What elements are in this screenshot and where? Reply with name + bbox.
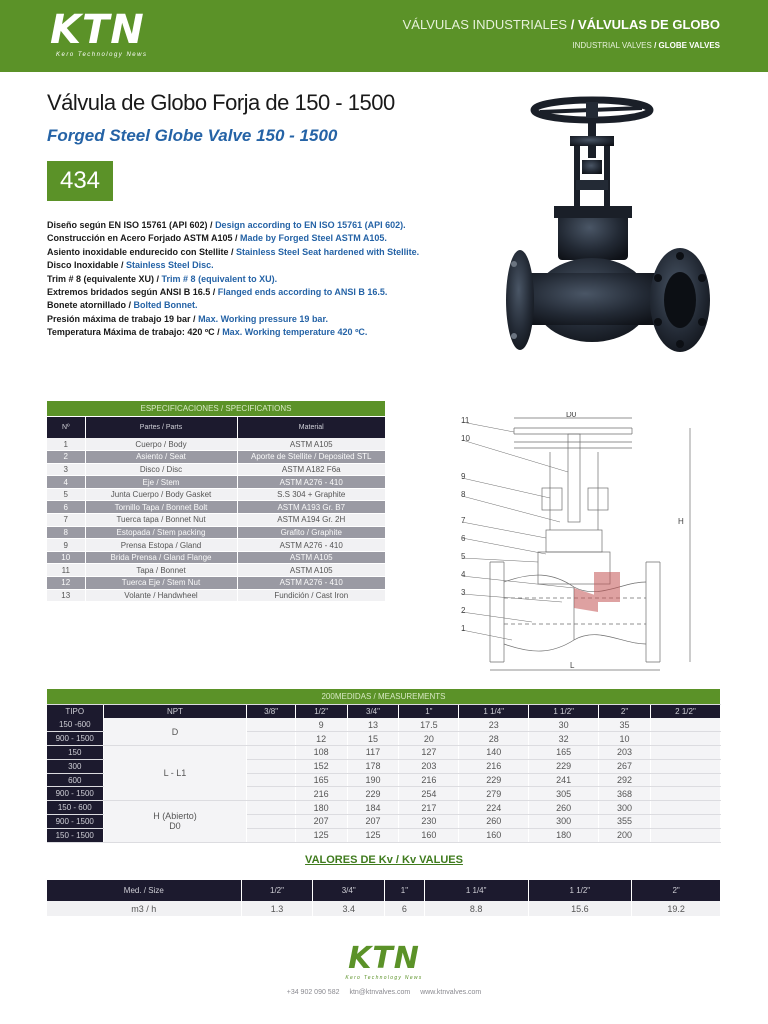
measurement-cell: 178 [347, 759, 399, 773]
measurement-cell [247, 801, 295, 815]
measurement-cell: 241 [529, 773, 599, 787]
measurement-cell: 184 [347, 801, 399, 815]
spec-cell: 12 [47, 577, 85, 590]
measurements-caption: 200MEDIDAS / MEASUREMENTS [47, 689, 721, 704]
measurement-cell: 23 [459, 718, 529, 732]
measurement-header-cell: 1 1/2" [529, 704, 599, 718]
spec-cell: Tapa / Bonnet [85, 564, 237, 577]
feature-es: Extremos bridados según ANSI B 16.5 / [47, 287, 218, 298]
drawing-label-4: 4 [461, 570, 466, 579]
feature-list [47, 219, 467, 340]
measurement-cell: 254 [399, 787, 459, 801]
measurement-cell: 305 [529, 787, 599, 801]
measurement-cell: 203 [399, 759, 459, 773]
kv-cell: 6 [385, 901, 425, 916]
spec-cell: ASTM A193 Gr. B7 [237, 501, 386, 514]
feature-line [47, 313, 467, 326]
spec-row [47, 514, 386, 527]
measurement-header-cell: 1/2" [295, 704, 347, 718]
measurement-cell: 217 [399, 801, 459, 815]
footer-logo [0, 943, 768, 981]
spec-cell: 7 [47, 514, 85, 527]
category-en-prefix: INDUSTRIAL VALVES [572, 41, 652, 50]
spec-row [47, 564, 386, 577]
measurement-group-label: D [103, 718, 247, 746]
measurement-cell: 180 [529, 828, 599, 842]
email-link[interactable]: ktn@ktnvalves.com [349, 989, 411, 996]
feature-es: Presión máxima de trabajo 19 bar / [47, 313, 199, 324]
measurement-group-label: L - L1 [103, 746, 247, 801]
measurement-cell [247, 773, 295, 787]
category-en-current: / GLOBE VALVES [654, 41, 720, 50]
drawing-label-8: 8 [461, 490, 466, 499]
spec-cell: Aporte de Stellite / Deposited STL [237, 451, 386, 464]
measurement-header-cell: NPT [103, 704, 247, 718]
feature-en: Stainless Steel Seat hardened with Stellite. [236, 246, 420, 257]
spec-cell: 9 [47, 539, 85, 552]
measurement-cell: 292 [599, 773, 651, 787]
measurement-cell: 230 [399, 815, 459, 829]
measurement-cell [247, 759, 295, 773]
measurement-cell: 300 [599, 801, 651, 815]
kv-header-cell: 2" [632, 880, 721, 901]
measurement-cell: 355 [599, 815, 651, 829]
measurement-type: 900 - 1500 [47, 815, 103, 829]
measurement-type: 300 [47, 759, 103, 773]
spec-cell: Tornillo Tapa / Bonnet Bolt [85, 501, 237, 514]
spec-cell: 1 [47, 438, 85, 451]
spec-cell: Eje / Stem [85, 476, 237, 489]
feature-en: Trim # 8 (equivalent to XU). [161, 273, 278, 284]
spec-caption: ESPECIFICACIONES / SPECIFICATIONS [47, 401, 386, 416]
spec-header-cell: Material [237, 416, 386, 438]
measurement-cell: 229 [347, 787, 399, 801]
feature-en: Max. Working temperature 420 ºC. [222, 327, 368, 338]
spec-cell: ASTM A105 [237, 438, 386, 451]
measurement-cell [247, 815, 295, 829]
measurement-cell: 260 [459, 815, 529, 829]
measurement-cell [247, 746, 295, 760]
measurement-cell: 13 [347, 718, 399, 732]
spec-cell: 3 [47, 463, 85, 476]
dimension-d0: D0 [566, 412, 577, 419]
spec-cell: ASTM A276 - 410 [237, 539, 386, 552]
spec-row [47, 589, 386, 602]
measurement-type: 150 - 1500 [47, 828, 103, 842]
spec-cell: 5 [47, 488, 85, 501]
spec-cell: ASTM A276 - 410 [237, 476, 386, 489]
drawing-label-11: 11 [461, 416, 470, 425]
spec-cell: Prensa Estopa / Gland [85, 539, 237, 552]
drawing-label-3: 3 [461, 588, 466, 597]
drawing-label-9: 9 [461, 472, 466, 481]
spec-cell: 10 [47, 551, 85, 564]
measurement-cell: 200 [599, 828, 651, 842]
spec-cell: ASTM A276 - 410 [237, 577, 386, 590]
measurement-cell: 224 [459, 801, 529, 815]
drawing-label-2: 2 [461, 606, 466, 615]
spec-row [47, 438, 386, 451]
spec-row [47, 501, 386, 514]
measurement-cell: 35 [599, 718, 651, 732]
measurement-type: 150 [47, 746, 103, 760]
kv-header-cell: Med. / Size [47, 880, 241, 901]
feature-line [47, 326, 467, 339]
spec-row [47, 539, 386, 552]
feature-line [47, 232, 467, 245]
measurement-header-cell: 1" [399, 704, 459, 718]
category-es-current: / VÁLVULAS DE GLOBO [570, 17, 720, 32]
measurement-cell: 108 [295, 746, 347, 760]
spec-row [47, 463, 386, 476]
measurement-cell: 20 [399, 732, 459, 746]
spec-cell: ASTM A194 Gr. 2H [237, 514, 386, 527]
drawing-label-5: 5 [461, 552, 466, 561]
spec-cell: 11 [47, 564, 85, 577]
kv-title: VALORES DE Kv / Kv VALUES [305, 854, 463, 866]
measurement-cell: 125 [347, 828, 399, 842]
feature-es: Bonete atornillado / [47, 300, 134, 311]
spec-cell: Grafito / Graphite [237, 526, 386, 539]
measurement-cell: 28 [459, 732, 529, 746]
feature-es: Asiento inoxidable endurecido con Stellite / [47, 246, 237, 257]
feature-es: Construcción en Acero Forjado ASTM A105 / [47, 233, 241, 244]
feature-es: Temperatura Máxima de trabajo: 420 ºC / [47, 327, 223, 338]
feature-line [47, 246, 467, 259]
spec-cell: ASTM A105 [237, 564, 386, 577]
valve-section-drawing [452, 412, 716, 678]
dimension-h: H [678, 517, 684, 526]
feature-line [47, 259, 467, 272]
ktn-logo [50, 7, 148, 58]
kv-cell: m3 / h [47, 901, 241, 916]
measurement-cell: 368 [599, 787, 651, 801]
kv-cell: 3.4 [313, 901, 385, 916]
spec-cell: Estopada / Stem packing [85, 526, 237, 539]
measurement-cell [650, 801, 720, 815]
feature-en: Made by Forged Steel ASTM A105. [240, 233, 387, 244]
spec-cell: Tuerca Eje / Stem Nut [85, 577, 237, 590]
feature-es: Disco Inoxidable / [47, 260, 127, 271]
measurement-cell: 160 [459, 828, 529, 842]
measurement-cell: 125 [295, 828, 347, 842]
measurement-cell: 267 [599, 759, 651, 773]
measurement-cell: 229 [529, 759, 599, 773]
spec-row [47, 577, 386, 590]
feature-en: Max. Working pressure 19 bar. [198, 313, 328, 324]
measurement-row [47, 746, 721, 760]
feature-es: Diseño según EN ISO 15761 (API 602) / [47, 220, 216, 230]
kv-cell: 19.2 [632, 901, 721, 916]
measurement-header-cell: 1 1/4" [459, 704, 529, 718]
measurement-cell: 140 [459, 746, 529, 760]
spec-cell: Asiento / Seat [85, 451, 237, 464]
measurement-cell: 160 [399, 828, 459, 842]
footer-logo-text: KTN [348, 941, 420, 976]
spec-cell: Tuerca tapa / Bonnet Nut [85, 514, 237, 527]
kv-header-cell: 1 1/4" [424, 880, 528, 901]
measurement-cell: 216 [399, 773, 459, 787]
measurement-cell: 260 [529, 801, 599, 815]
drawing-label-6: 6 [461, 534, 466, 543]
measurement-type: 900 - 1500 [47, 787, 103, 801]
spec-cell: Disco / Disc [85, 463, 237, 476]
page-title-es: Válvula de Globo Forja de 150 - 1500 [47, 90, 395, 115]
category-es-prefix: VÁLVULAS INDUSTRIALES [402, 17, 568, 32]
measurement-cell [247, 828, 295, 842]
measurement-cell: 279 [459, 787, 529, 801]
feature-line [47, 286, 467, 299]
kv-header-cell: 1" [385, 880, 425, 901]
measurement-row [47, 718, 721, 732]
logo-text: KTN [50, 7, 145, 53]
spec-header-cell: Partes / Parts [85, 416, 237, 438]
spec-cell: 4 [47, 476, 85, 489]
spec-row [47, 488, 386, 501]
measurement-cell [650, 732, 720, 746]
measurement-cell: 9 [295, 718, 347, 732]
measurement-header-cell: TIPO [47, 704, 103, 718]
spec-cell: 2 [47, 451, 85, 464]
spec-cell: Brida Prensa / Gland Flange [85, 551, 237, 564]
measurement-cell: 216 [459, 759, 529, 773]
spec-cell: Volante / Handwheel [85, 589, 237, 602]
contact-line [0, 989, 768, 996]
measurement-cell: 127 [399, 746, 459, 760]
measurement-cell: 300 [529, 815, 599, 829]
kv-header-cell: 1/2" [241, 880, 313, 901]
measurement-cell [650, 815, 720, 829]
measurement-cell [650, 828, 720, 842]
feature-line [47, 299, 467, 312]
measurement-cell: 12 [295, 732, 347, 746]
measurement-cell [650, 759, 720, 773]
feature-en: Design according to EN ISO 15761 (API 602). [215, 220, 406, 230]
feature-en: Stainless Steel Disc. [126, 260, 214, 271]
spec-header-cell: Nº [47, 416, 85, 438]
measurement-header-cell: 2" [599, 704, 651, 718]
measurement-group-label: H (Abierto) D0 [103, 801, 247, 842]
kv-cell: 15.6 [528, 901, 632, 916]
measurement-cell [247, 718, 295, 732]
measurement-cell: 165 [529, 746, 599, 760]
spec-cell: 13 [47, 589, 85, 602]
measurement-cell: 32 [529, 732, 599, 746]
kv-table [47, 880, 721, 916]
measurement-cell: 30 [529, 718, 599, 732]
measurement-cell: 207 [295, 815, 347, 829]
measurement-cell: 117 [347, 746, 399, 760]
feature-en: Flanged ends according to ANSI B 16.5. [217, 287, 388, 298]
spec-cell: Cuerpo / Body [85, 438, 237, 451]
drawing-label-1: 1 [461, 624, 466, 633]
feature-line [47, 273, 467, 286]
measurement-cell: 203 [599, 746, 651, 760]
measurement-type: 150 -600 [47, 718, 103, 732]
measurement-cell [247, 787, 295, 801]
logo-tagline: Kero Technology News [56, 52, 148, 58]
header-bar [0, 0, 768, 72]
drawing-label-7: 7 [461, 516, 466, 525]
footer-logo-tagline: Kero Technology News [345, 975, 423, 981]
kv-header-cell: 3/4" [313, 880, 385, 901]
measurement-cell: 229 [459, 773, 529, 787]
feature-line [47, 219, 467, 232]
spec-row [47, 551, 386, 564]
spec-cell: S.S 304 + Graphite [237, 488, 386, 501]
drawing-label-10: 10 [461, 434, 470, 443]
measurement-header-cell: 3/8" [247, 704, 295, 718]
globe-valve-photo [492, 88, 720, 378]
spec-cell: Fundición / Cast Iron [237, 589, 386, 602]
phone-number: +34 902 090 582 [286, 989, 340, 996]
measurement-cell [247, 732, 295, 746]
spec-row [47, 451, 386, 464]
measurement-header-cell: 3/4" [347, 704, 399, 718]
kv-cell: 8.8 [424, 901, 528, 916]
specifications-table [47, 401, 386, 602]
feature-en: Bolted Bonnet. [133, 300, 198, 311]
measurement-type: 900 - 1500 [47, 732, 103, 746]
measurement-type: 600 [47, 773, 103, 787]
measurement-cell: 152 [295, 759, 347, 773]
measurement-header-cell: 2 1/2" [650, 704, 720, 718]
page-title-en: Forged Steel Globe Valve 150 - 1500 [47, 126, 338, 145]
measurement-cell: 15 [347, 732, 399, 746]
spec-cell: ASTM A182 F6a [237, 463, 386, 476]
spec-row [47, 476, 386, 489]
spec-cell: Junta Cuerpo / Body Gasket [85, 488, 237, 501]
spec-cell: ASTM A105 [237, 551, 386, 564]
measurement-cell: 165 [295, 773, 347, 787]
category-es [403, 17, 720, 32]
spec-cell: 6 [47, 501, 85, 514]
measurement-type: 150 - 600 [47, 801, 103, 815]
kv-cell: 1.3 [241, 901, 313, 916]
measurement-cell [650, 773, 720, 787]
spec-row [47, 526, 386, 539]
measurement-cell [650, 746, 720, 760]
measurement-cell: 17.5 [399, 718, 459, 732]
measurement-row [47, 801, 721, 815]
measurement-cell: 180 [295, 801, 347, 815]
measurement-cell: 10 [599, 732, 651, 746]
measurement-cell: 216 [295, 787, 347, 801]
website-link[interactable]: www.ktnvalves.com [420, 989, 482, 996]
kv-header-cell: 1 1/2" [528, 880, 632, 901]
dimension-l: L [570, 661, 575, 670]
feature-es: Trim # 8 (equivalente XU) / [47, 273, 162, 284]
measurements-table [47, 689, 721, 843]
measurement-cell [650, 787, 720, 801]
measurement-cell [650, 718, 720, 732]
spec-cell: 8 [47, 526, 85, 539]
model-number-badge: 434 [47, 161, 113, 201]
category-en [572, 41, 720, 50]
measurement-cell: 207 [347, 815, 399, 829]
measurement-cell: 190 [347, 773, 399, 787]
